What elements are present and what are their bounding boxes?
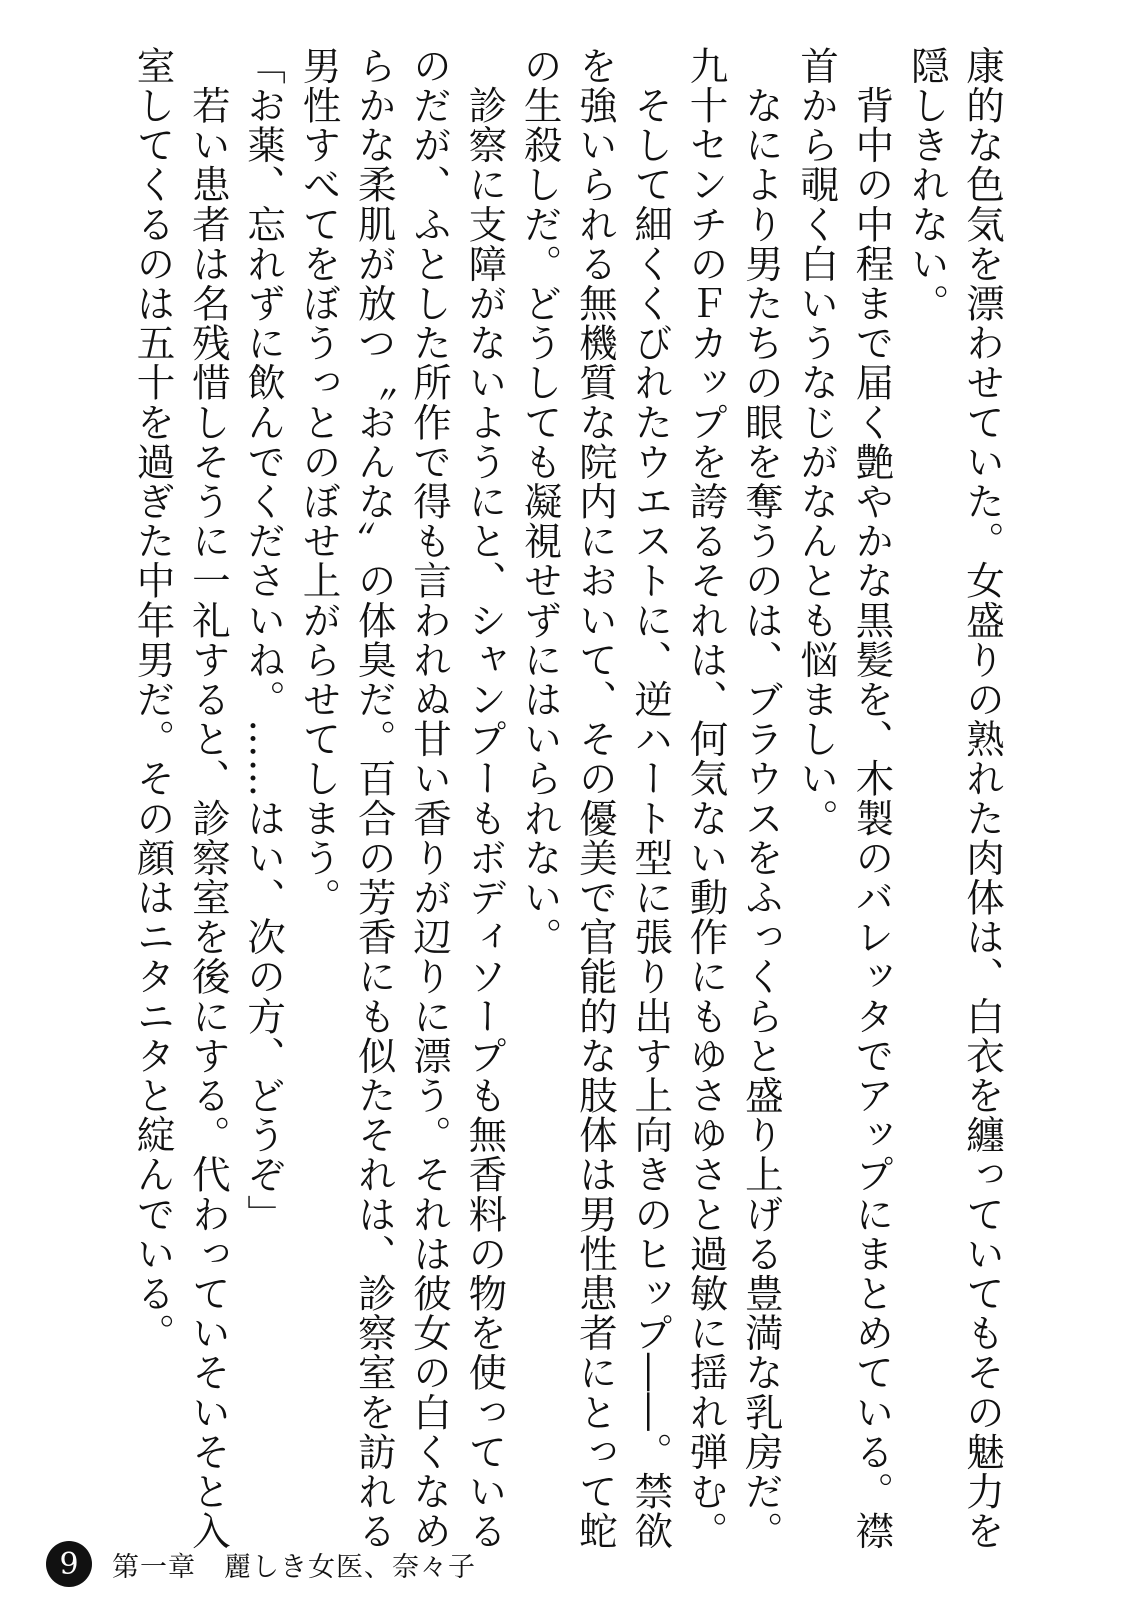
text-line: 首から覗く白いうなじがなんとも悩ましい。 <box>794 46 840 838</box>
text-line: 若い患者は名残惜しそうに一礼すると、診察室を後にする。代わっていそいそと入 <box>185 46 231 1551</box>
text-line: らかな柔肌が放つ〝おんな〟の体臭だ。百合の芳香にも似たそれは、診察室を訪れる <box>351 46 397 1551</box>
text-line: 背中の中程まで届く艶やかな黒髪を、木製のバレッタでアップにまとめている。襟 <box>849 46 895 1551</box>
running-head: 第一章 麗しき女医、奈々子 <box>112 1551 476 1583</box>
text-line: 室してくるのは五十を過ぎた中年男だ。その顔はニタニタと綻んでいる。 <box>130 46 176 1353</box>
text-line: 男性すべてをぼうっとのぼせ上がらせてしまう。 <box>296 46 342 918</box>
body-text <box>120 46 1010 1551</box>
text-line: の生殺しだ。どうしても凝視せずにはいられない。 <box>517 46 563 957</box>
text-line: 「お薬、忘れずに飲んでくださいね。……はい、次の方、どうぞ」 <box>241 46 287 1234</box>
text-line: を強いられる無機質な院内において、その優美で官能的な肢体は男性患者にとって蛇 <box>572 46 618 1551</box>
page-footer <box>46 1540 476 1588</box>
text-line: なにより男たちの眼を奪うのは、ブラウスをふっくらと盛り上げる豊満な乳房だ。 <box>738 46 784 1551</box>
text-line: のだが、ふとした所作で得も言われぬ甘い香りが辺りに漂う。それは彼女の白くなめ <box>407 46 453 1551</box>
text-line: 九十センチのＦカップを誇るそれは、何気ない動作にもゆさゆさと過敏に揺れ弾む。 <box>683 46 729 1551</box>
page-number: 9 <box>46 1541 92 1587</box>
text-line: 隠しきれない。 <box>904 46 950 324</box>
text-line: そして細くくびれたウエストに、逆ハート型に張り出す上向きのヒップ――。禁欲 <box>628 46 674 1551</box>
text-line: 康的な色気を漂わせていた。女盛りの熟れた肉体は、白衣を纏っていてもその魅力を <box>960 46 1005 1551</box>
text-line: 診察に支障がないようにと、シャンプーもボディソープも無香料の物を使っている <box>462 46 508 1551</box>
